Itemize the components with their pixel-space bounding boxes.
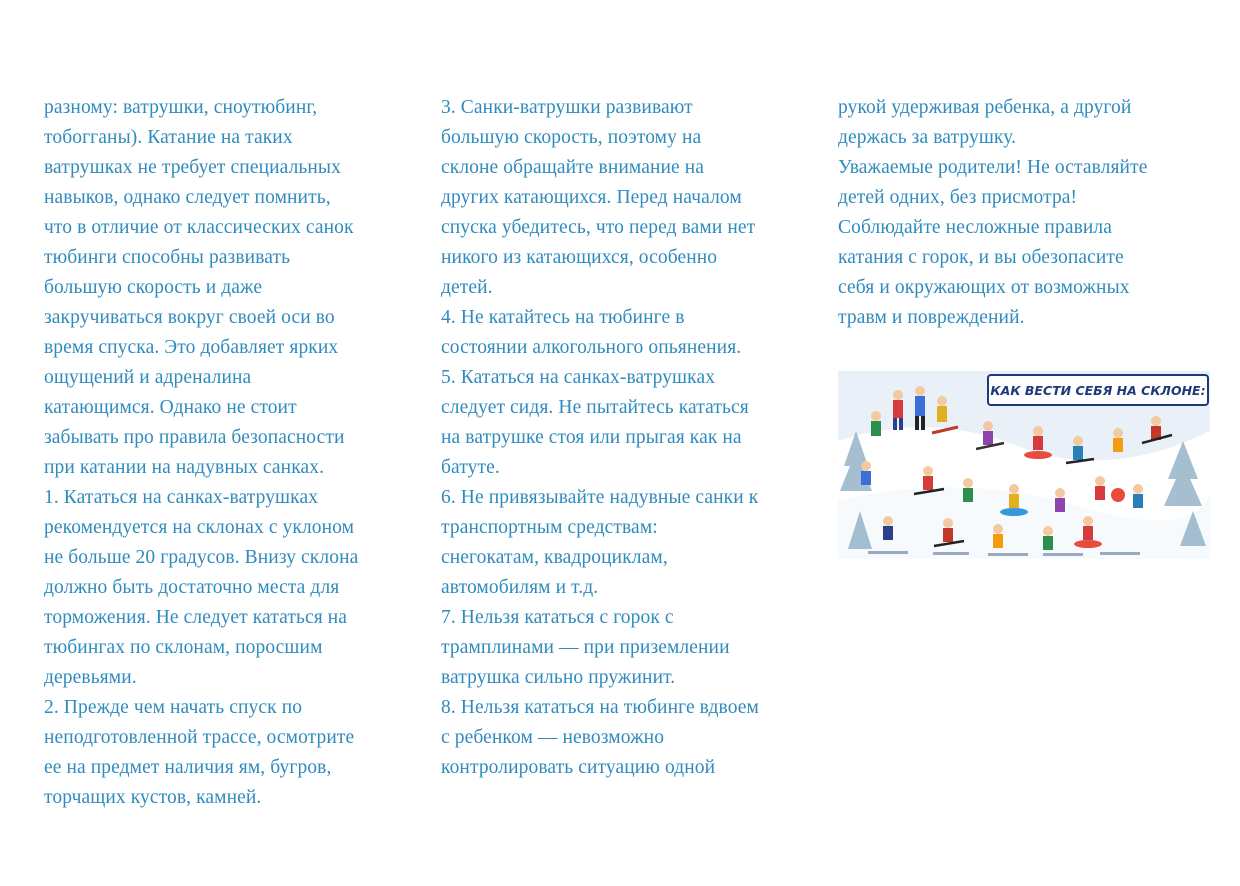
poster-title: КАК ВЕСТИ СЕБЯ НА СКЛОНЕ: (990, 383, 1206, 398)
text-line: навыков, однако следует помнить, (44, 187, 331, 208)
text-line: рекомендуется на склонах с уклоном (44, 517, 355, 538)
text-line: 4. Не катайтесь на тюбинге в (441, 307, 685, 328)
text-line: катающимся. Однако не стоит (44, 397, 297, 418)
text-line: не больше 20 градусов. Внизу склона (44, 547, 359, 568)
text-line: закручиваться вокруг своей оси во (44, 307, 335, 328)
text-line: спуска убедитесь, что перед вами нет (441, 217, 756, 238)
text-line: Уважаемые родители! Не оставляйте (838, 157, 1148, 178)
poster-illustration (838, 371, 1210, 559)
text-line: большую скорость, поэтому на (441, 127, 702, 148)
text-line: торможения. Не следует кататься на (44, 607, 348, 628)
text-line: 1. Кататься на санках-ватрушках (44, 487, 319, 508)
text-line: склоне обращайте внимание на (441, 157, 705, 178)
text-line: других катающихся. Перед началом (441, 187, 742, 208)
text-line: 5. Кататься на санках-ватрушках (441, 367, 716, 388)
text-line: ее на предмет наличия ям, бугров, (44, 757, 332, 778)
text-line: контролировать ситуацию одной (441, 757, 716, 778)
text-column-2 (441, 93, 801, 783)
slope-safety-poster (838, 371, 1210, 559)
text-line: никого из катающихся, особенно (441, 247, 718, 268)
text-line: с ребенком — невозможно (441, 727, 665, 748)
text-line: 6. Не привязывайте надувные санки к (441, 487, 759, 508)
text-line: время спуска. Это добавляет ярких (44, 337, 339, 358)
text-column-1 (44, 93, 404, 813)
text-line: детей. (441, 277, 493, 298)
text-line: транспортным средствам: (441, 517, 658, 538)
text-line: тюбингах по склонам, поросшим (44, 637, 323, 658)
text-line: батуте. (441, 457, 500, 478)
text-line: тюбинги способны развивать (44, 247, 291, 268)
text-line: 7. Нельзя кататься с горок с (441, 607, 674, 628)
text-line: неподготовленной трассе, осмотрите (44, 727, 355, 748)
text-line: рукой удерживая ребенка, а другой (838, 97, 1132, 118)
text-line: ватрушках не требует специальных (44, 157, 341, 178)
text-line: травм и повреждений. (838, 307, 1025, 328)
text-line: деревьями. (44, 667, 137, 688)
text-line: что в отличие от классических санок (44, 217, 354, 238)
text-column-3 (838, 93, 1208, 333)
text-line: большую скорость и даже (44, 277, 263, 298)
text-line: на ватрушке стоя или прыгая как на (441, 427, 742, 448)
text-line: держась за ватрушку. (838, 127, 1017, 148)
text-line: Соблюдайте несложные правила (838, 217, 1113, 238)
text-line: себя и окружающих от возможных (838, 277, 1130, 298)
text-line: при катании на надувных санках. (44, 457, 325, 478)
text-line: катания с горок, и вы обезопасите (838, 247, 1124, 268)
text-line: следует сидя. Не пытайтесь кататься (441, 397, 749, 418)
text-line: торчащих кустов, камней. (44, 787, 262, 808)
text-line: 2. Прежде чем начать спуск по (44, 697, 303, 718)
text-line: тобогганы). Катание на таких (44, 127, 293, 148)
text-line: забывать про правила безопасности (44, 427, 345, 448)
text-line: детей одних, без присмотра! (838, 187, 1078, 208)
text-line: 3. Санки-ватрушки развивают (441, 97, 693, 118)
text-line: ватрушка сильно пружинит. (441, 667, 676, 688)
text-line: снегокатам, квадроциклам, (441, 547, 668, 568)
text-line: 8. Нельзя кататься на тюбинге вдвоем (441, 697, 759, 718)
text-line: разному: ватрушки, сноутюбинг, (44, 97, 318, 118)
text-line: ощущений и адреналина (44, 367, 252, 388)
text-line: трамплинами — при приземлении (441, 637, 730, 658)
text-line: должно быть достаточно места для (44, 577, 340, 598)
text-line: автомобилям и т.д. (441, 577, 599, 598)
text-line: состоянии алкогольного опьянения. (441, 337, 742, 358)
